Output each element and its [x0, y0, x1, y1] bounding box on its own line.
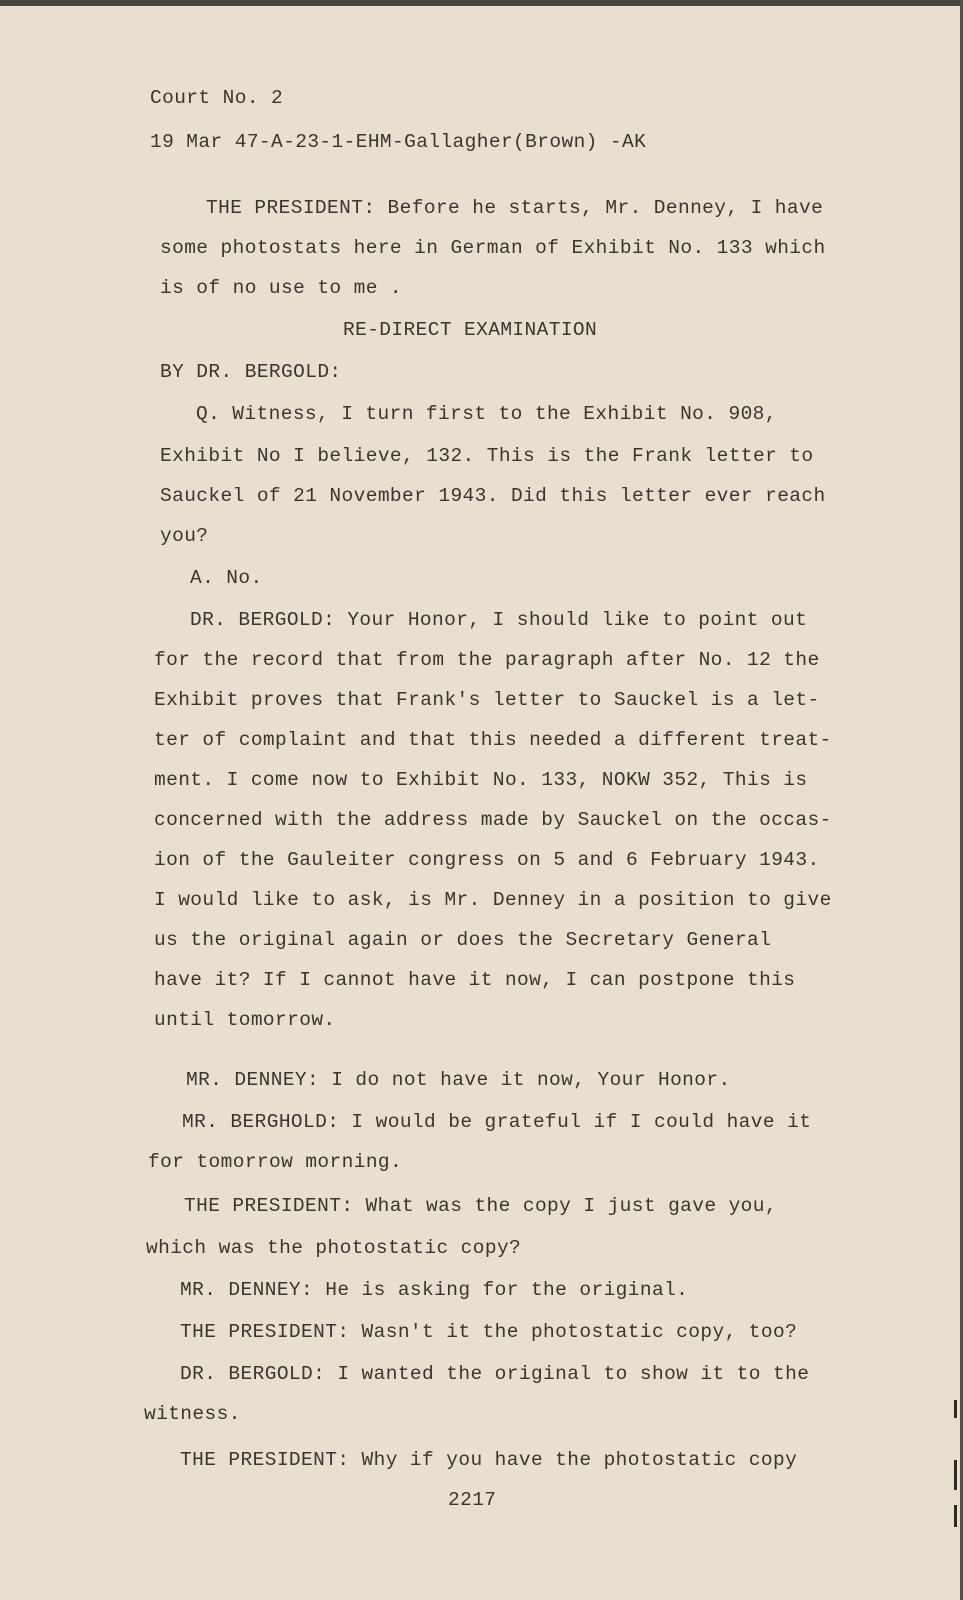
transcript-line: ion of the Gauleiter congress on 5 and 6 February 1943. — [154, 849, 820, 871]
transcript-line: MR. BERGHOLD: I would be grateful if I could have it — [182, 1111, 812, 1133]
binding-mark — [954, 1505, 957, 1527]
transcript-line: some photostats here in German of Exhibit No. 133 which — [160, 237, 826, 259]
session-code: 19 Mar 47-A-23-1-EHM-Gallagher(Brown) -AK — [150, 131, 647, 153]
transcript-line: you? — [160, 525, 209, 547]
transcript-line: THE PRESIDENT: What was the copy I just gave you, — [184, 1195, 777, 1217]
transcript-line: us the original again or does the Secretary General — [154, 929, 772, 951]
transcript-line: which was the photostatic copy? — [146, 1237, 522, 1259]
transcript-line: DR. BERGOLD: Your Honor, I should like to point out — [190, 609, 808, 631]
transcript-line: ment. I come now to Exhibit No. 133, NOKW 352, This is — [154, 769, 808, 791]
transcript-line: Exhibit proves that Frank's letter to Sauckel is a let- — [154, 689, 820, 711]
transcript-line: is of no use to me . — [160, 277, 403, 299]
transcript-line: DR. BERGOLD: I wanted the original to show it to the — [180, 1363, 810, 1385]
transcript-line: Exhibit No I believe, 132. This is the Frank letter to — [160, 445, 814, 467]
binding-mark — [954, 1400, 957, 1418]
page-number: 2217 — [448, 1489, 497, 1511]
transcript-line: THE PRESIDENT: Before he starts, Mr. Denney, I have — [206, 197, 824, 219]
transcript-line: witness. — [144, 1403, 241, 1425]
transcript-line: until tomorrow. — [154, 1009, 336, 1031]
transcript-line: concerned with the address made by Sauckel on the occas- — [154, 809, 832, 831]
transcript-line: I would like to ask, is Mr. Denney in a position to give — [154, 889, 832, 911]
court-number: Court No. 2 — [150, 87, 284, 109]
examiner-line: BY DR. BERGOLD: — [160, 361, 342, 383]
page-top-edge — [0, 0, 963, 6]
transcript-line: ter of complaint and that this needed a different treat- — [154, 729, 832, 751]
transcript-line: for the record that from the paragraph after No. 12 the — [154, 649, 820, 671]
transcript-line: Sauckel of 21 November 1943. Did this letter ever reach — [160, 485, 826, 507]
transcript-line: have it? If I cannot have it now, I can postpone this — [154, 969, 796, 991]
transcript-line: MR. DENNEY: He is asking for the original. — [180, 1279, 689, 1301]
transcript-line: THE PRESIDENT: Wasn't it the photostatic copy, too? — [180, 1321, 798, 1343]
binding-mark — [954, 1460, 957, 1490]
transcript-line: THE PRESIDENT: Why if you have the photostatic copy — [180, 1449, 798, 1471]
transcript-line: MR. DENNEY: I do not have it now, Your Honor. — [186, 1069, 731, 1091]
transcript-line: Q. Witness, I turn first to the Exhibit No. 908, — [196, 403, 777, 425]
transcript-line: A. No. — [190, 567, 263, 589]
transcript-line: for tomorrow morning. — [148, 1151, 403, 1173]
section-title: RE-DIRECT EXAMINATION — [343, 319, 598, 341]
